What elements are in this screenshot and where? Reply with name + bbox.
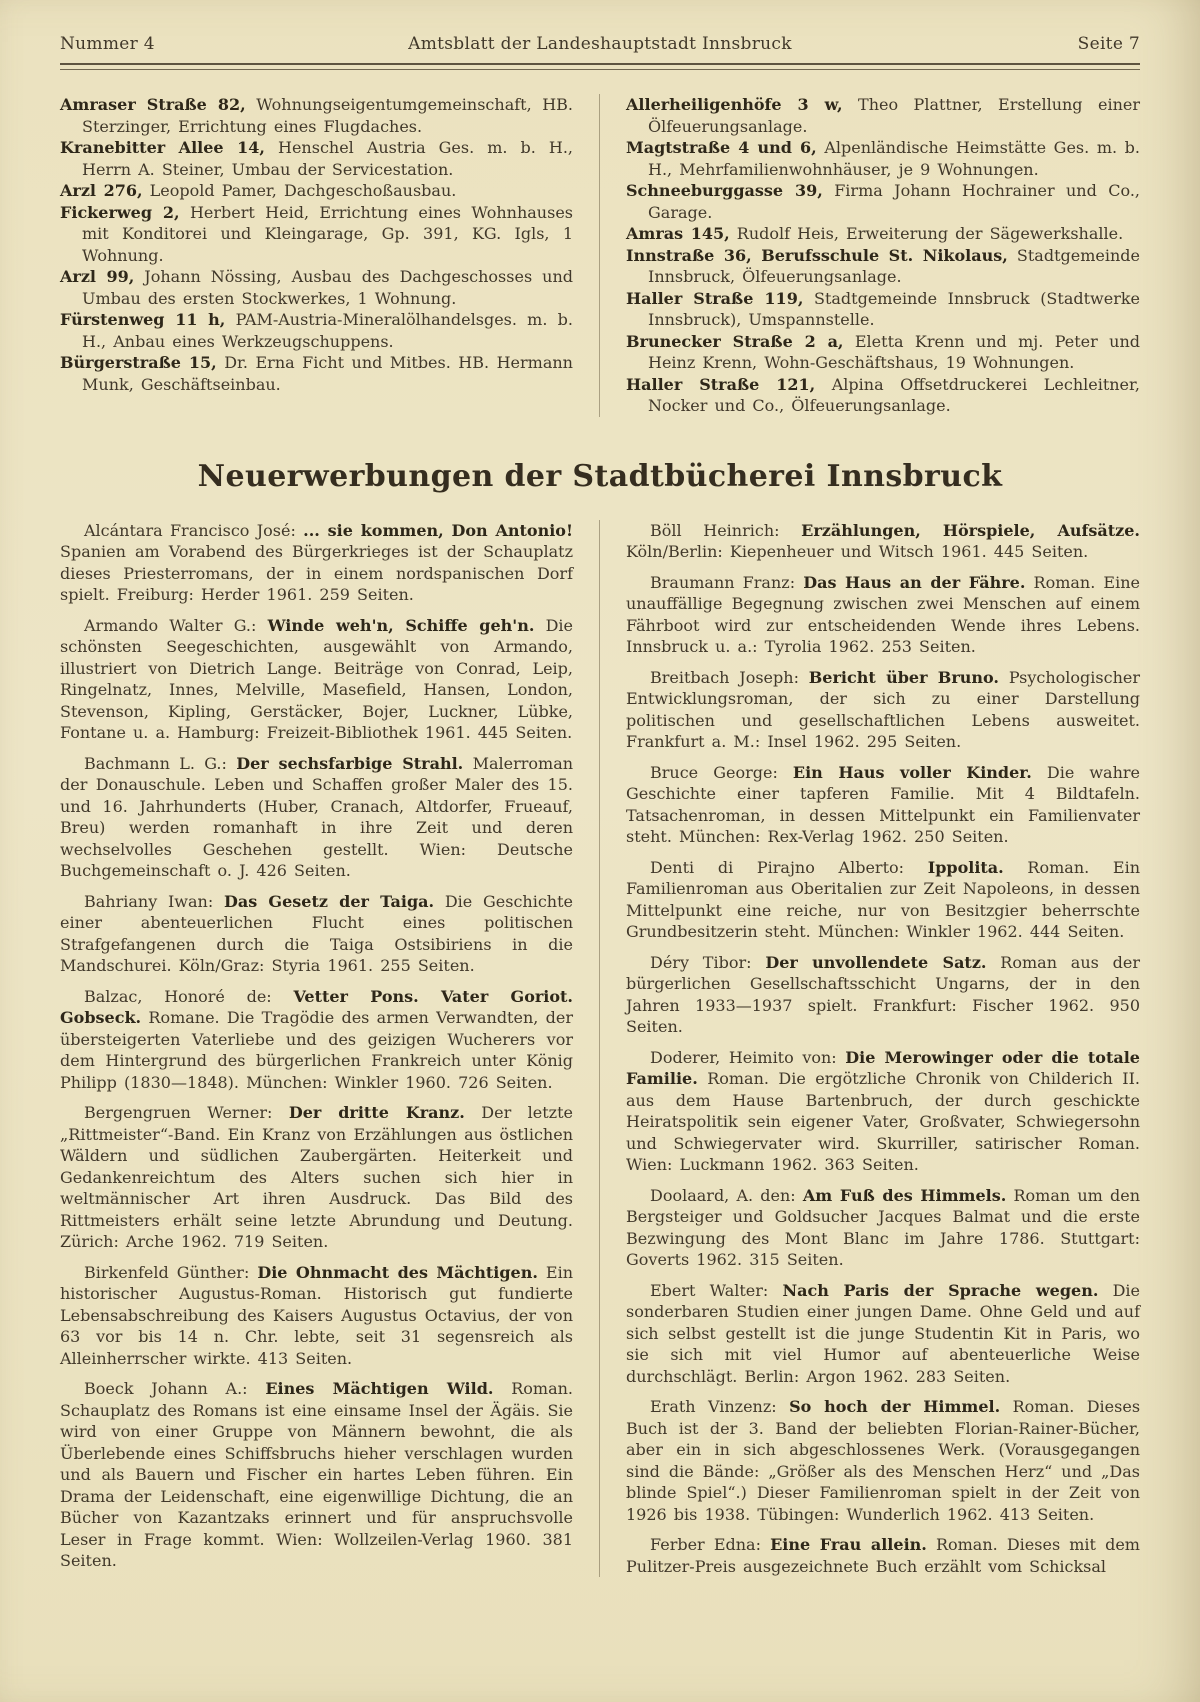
permit-address: Arzl 276, [60, 181, 143, 200]
book-author: Breitbach Joseph: [650, 667, 799, 687]
book-entry [626, 1280, 1140, 1388]
book-author: Ferber Edna: [650, 1535, 761, 1554]
permit-details: PAM-Austria-Mineralölhandelsges. m. b. H., Anbau eines Werkzeugschuppens. [82, 310, 573, 351]
permit-details: Stadtgemeinde Innsbruck, Ölfeuerungsanlage. [648, 245, 1140, 286]
permit-address: Haller Straße 121, [626, 374, 816, 394]
book-title: Das Gesetz der Taiga. [223, 891, 435, 911]
book-description: Roman. Dieses mit dem Pulitzer-Preis ausgezeichnete Buch erzählt vom Schicksal [626, 1535, 1140, 1576]
permit-address: Allerheiligenhöfe 3 w, [626, 95, 843, 114]
permit-address: Fürstenweg 11 h, [60, 310, 226, 329]
book-title: Der dritte Kranz. [288, 1103, 465, 1122]
permit-address: Arzl 99, [60, 267, 135, 286]
permit-details: Eletta Krenn und mj. Peter und Heinz Krenn, Wohn-Geschäftshaus, 19 Wohnungen. [648, 331, 1140, 372]
book-entry [626, 572, 1140, 658]
permit-details: Leopold Pamer, Dachgeschoßausbau. [149, 181, 457, 200]
permit-details: Henschel Austria Ges. m. b. H., Herrn A. Steiner, Umbau der Servicestation. [82, 138, 573, 179]
permit-details: Dr. Erna Ficht und Mitbes. HB. Hermann Munk, Geschäftseinbau. [82, 353, 573, 394]
permit-details: Alpina Offsetdruckerei Lechleitner, Nocker und Co., Ölfeuerungsanlage. [648, 374, 1140, 415]
book-entry [60, 1102, 573, 1253]
book-description: Malerroman der Donauschule. Leben und Schaffen großer Maler des 15. und 16. Jahrhunderts (Huber, Cranach, Altdorfer, Frueauf, Breu) werden romanhaft in ihre Zeit und deren wechselvolles Geschehen gestellt. Wien: Deutsche Buchgemeinschaft o. J. 426 Seiten. [60, 753, 574, 880]
book-entry [60, 891, 573, 977]
building-permits-section [60, 94, 1140, 417]
book-description: Roman aus der bürgerlichen Gesellschaftsschicht Ungarns, der in den Jahren 1933—1937 spielt. Frankfurt: Fischer 1962. 950 Seiten. [626, 952, 1141, 1036]
permits-column-left [60, 94, 600, 417]
permit-entry [626, 245, 1140, 288]
book-author: Böll Heinrich: [650, 520, 780, 540]
permit-details: Firma Johann Hochrainer und Co., Garage. [648, 181, 1140, 222]
book-entry [626, 667, 1140, 753]
book-description: Köln/Berlin: Kiepenheuer und Witsch 1961. 445 Seiten. [626, 542, 1089, 561]
book-author: Bahriany Iwan: [84, 891, 214, 911]
permit-address: Innstraße 36, Berufsschule St. Nikolaus, [626, 245, 1008, 265]
permit-entry [626, 94, 1140, 137]
books-column-right [600, 520, 1140, 1578]
book-description: Roman. Die ergötzliche Chronik von Childerich II. aus dem Hause Bartenbruch, der durch geschickte Heiratspolitik sein eigener Vater, Großvater, Schwiegersohn und Schwiegervater wird. Skurriller, satirischer Roman. Wien: Luckmann 1962. 363 Seiten. [626, 1069, 1140, 1174]
book-title: Die Ohnmacht des Mächtigen. [257, 1262, 538, 1282]
book-title: So hoch der Himmel. [789, 1397, 1001, 1416]
book-entry [60, 520, 573, 606]
permit-entry [626, 180, 1140, 223]
books-column-left [60, 520, 600, 1578]
book-description: Roman um den Bergsteiger und Goldsucher Jacques Balmat und die erste Bezwingung des Mont Blanc im Jahre 1786. Stuttgart: Goverts 1962. 315 Seiten. [626, 1185, 1141, 1269]
book-author: Armando Walter G.: [84, 615, 257, 635]
book-author: Doderer, Heimito von: [650, 1047, 837, 1067]
permit-entry [60, 180, 573, 202]
book-description: Ein historischer Augustus-Roman. Historisch gut fundierte Lebensabschreibung des Kaisers Augustus Octavius, der von 63 vor bis 14 n. Chr. lebte, seit 31 segensreich als Alleinherrscher wirkte. 413 Seiten. [60, 1262, 573, 1368]
header-rule [60, 63, 1140, 70]
permit-details: Alpenländische Heimstätte Ges. m. b. H., Mehrfamilienwohnhäuser, je 9 Wohnungen. [648, 138, 1140, 179]
book-title: Erzählungen, Hörspiele, Aufsätze. [801, 520, 1140, 540]
book-title: Die Merowinger oder die totale Familie. [626, 1047, 1140, 1088]
permit-details: Johann Nössing, Ausbau des Dachgeschosses und Umbau des ersten Stockwerkes, 1 Wohnung. [82, 267, 573, 308]
issue-number: Nummer 4 [60, 34, 155, 54]
book-author: Boeck Johann A.: [84, 1379, 248, 1398]
permit-entry [60, 202, 573, 267]
permit-entry [626, 223, 1140, 245]
book-description: Romane. Die Tragödie des armen Verwandten, der übersteigerten Vaterliebe und des geizigen Wucherers vor dem Hintergrund des bürgerlichen Frankreich unter König Philipp (1830—1848). München: Winkler 1960. 726 Seiten. [60, 1008, 573, 1092]
book-entry [626, 857, 1140, 943]
book-entry [626, 1396, 1140, 1525]
book-description: Psychologischer Entwicklungsroman, der sich zu einer Darstellung politischen und gesellschaftlichen Lebens ausweitet. Frankfurt a. M.: Insel 1962. 295 Seiten. [626, 667, 1140, 751]
book-author: Ebert Walter: [650, 1280, 769, 1300]
permit-entry [60, 94, 573, 137]
book-title: Ein Haus voller Kinder. [792, 762, 1032, 782]
book-description: Die schönsten Seegeschichten, ausgewählt von Armando, illustriert von Dietrich Lange. Beiträge von Conrad, Leip, Ringelnatz, Innes, Melville, Masefield, Hansen, London, Stevenson, Kipling, Gerstäcker, Bojer, Luckner, Lübke, Fontane u. a. Hamburg: Freizeit-Bibliothek 1961. 445 Seiten. [60, 615, 573, 742]
library-acquisitions-section [60, 520, 1140, 1578]
permit-entry [60, 266, 573, 309]
book-description: Roman. Ein Familienroman aus Oberitalien zur Zeit Napoleons, in dessen Mittelpunkt eine reiche, nur von Besitzgier beherrschte Grundbesitzerin steht. München: Winkler 1962. 444 Seiten. [626, 857, 1140, 941]
book-entry [626, 762, 1140, 848]
section-title: Neuerwerbungen der Stadtbücherei Innsbruck [197, 458, 1003, 494]
book-title: Nach Paris der Sprache wegen. [782, 1280, 1099, 1300]
permit-entry [60, 352, 573, 395]
permit-entry [60, 309, 573, 352]
permit-details: Rudolf Heis, Erweiterung der Sägewerkshalle. [736, 224, 1124, 243]
permits-column-right [600, 94, 1140, 417]
book-title: Der sechsfarbige Strahl. [236, 753, 464, 773]
permit-address: Magtstraße 4 und 6, [626, 138, 817, 157]
permit-details: Stadtgemeinde Innsbruck (Stadtwerke Innsbruck), Umspannstelle. [648, 288, 1141, 329]
book-author: Denti di Pirajno Alberto: [650, 857, 905, 877]
book-description: Die Geschichte einer abenteuerlichen Flucht eines politischen Strafgefangenen durch die Taiga Ostsibiriens in die Mandschurei. Köln/Graz: Styria 1961. 255 Seiten. [60, 891, 573, 975]
page-number: Seite 7 [1077, 34, 1140, 54]
permit-details: Wohnungseigentumgemeinschaft, HB. Sterzinger, Errichtung eines Flugdaches. [82, 95, 573, 136]
permit-details: Theo Plattner, Erstellung einer Ölfeuerungsanlage. [648, 95, 1140, 136]
permit-address: Amras 145, [626, 224, 730, 243]
book-description: Die wahre Geschichte einer tapferen Familie. Mit 4 Bildtafeln. Tatsachenroman, in dessen Mittelpunkt ein Familienvater steht. München: Rex-Verlag 1962. 250 Seiten. [626, 762, 1141, 846]
book-title: Das Haus an der Fähre. [803, 572, 1026, 592]
book-description: Roman. Schauplatz des Romans ist eine einsame Insel der Ägäis. Sie wird von einer Gruppe von Männern bewohnt, die als Überlebende eines Schiffsbruchs hieher verschlagen wurden und als Bauern und Fischer ein hartes Leben führen. Ein Drama der Leidenschaft, eine eigenwillige Dichtung, die an Bücher von Kazantzaks erinnert und für anspruchsvolle Leser in Frage kommt. Wien: Wollzeilen-Verlag 1960. 381 Seiten. [60, 1379, 573, 1570]
book-description: Roman. Dieses Buch ist der 3. Band der beliebten Florian-Rainer-Bücher, aber ein in sich abgeschlossenes Werk. (Vorausgegangen sind die Bände: „Größer als des Menschen Herz“ und „Das blinde Spiel“.) Dieser Familienroman spielt in der Zeit von 1926 bis 1938. Tübingen: Wunderlich 1962. 413 Seiten. [626, 1397, 1141, 1524]
permit-entry [626, 137, 1140, 180]
permit-entry [626, 331, 1140, 374]
book-author: Bergengruen Werner: [84, 1103, 273, 1122]
book-author: Bachmann L. G.: [84, 753, 227, 773]
book-title: Der unvollendete Satz. [765, 952, 987, 972]
book-title: Eine Frau allein. [770, 1535, 927, 1554]
book-description: Spanien am Vorabend des Bürgerkrieges ist der Schauplatz dieses Priesterromans, der in einem nordspanischen Dorf spielt. Freiburg: Herder 1961. 259 Seiten. [60, 542, 573, 604]
permit-address: Haller Straße 119, [626, 288, 804, 308]
book-title: ... sie kommen, Don Antonio! [303, 520, 573, 540]
book-entry [60, 615, 573, 744]
book-title: Winde weh'n, Schiffe geh'n. [267, 615, 535, 635]
book-title: Am Fuß des Himmels. [802, 1185, 1007, 1205]
book-author: Déry Tibor: [650, 952, 752, 972]
book-entry [626, 1534, 1140, 1577]
book-entry [60, 1262, 573, 1370]
masthead [60, 34, 1140, 54]
permit-entry [60, 137, 573, 180]
book-entry [626, 520, 1140, 563]
permit-address: Schneeburggasse 39, [626, 181, 823, 200]
book-entry [60, 1378, 573, 1572]
book-title: Eines Mächtigen Wild. [265, 1379, 494, 1398]
permit-address: Bürgerstraße 15, [60, 353, 217, 372]
book-title: Vetter Pons. Vater Goriot. Gobseck. [60, 986, 573, 1027]
book-entry [626, 952, 1140, 1038]
book-author: Doolaard, A. den: [650, 1185, 796, 1205]
permit-address: Amraser Straße 82, [60, 95, 246, 114]
permit-address: Kranebitter Allee 14, [60, 138, 265, 157]
permit-details: Herbert Heid, Errichtung eines Wohnhauses mit Konditorei und Kleingarage, Gp. 391, KG. Igls, 1 Wohnung. [82, 202, 573, 265]
book-author: Braumann Franz: [650, 572, 796, 592]
book-title: Bericht über Bruno. [808, 667, 999, 687]
book-description: Die sonderbaren Studien einer jungen Dame. Ohne Geld und auf sich selbst gestellt ist die junge Studentin Kit in Paris, wo sie sich mit viel Humor auf abenteuerliche Weise durchschlägt. Berlin: Argon 1962. 283 Seiten. [626, 1280, 1141, 1386]
book-entry [60, 986, 573, 1094]
permit-entry [626, 288, 1140, 331]
book-description: Roman. Eine unauffällige Begegnung zwischen zwei Menschen auf einem Fährboot wird zur entscheidenden Wende ihres Lebens. Innsbruck u. a.: Tyrolia 1962. 253 Seiten. [626, 572, 1140, 656]
book-entry [60, 753, 573, 882]
permit-address: Brunecker Straße 2 a, [626, 331, 844, 351]
permit-entry [626, 374, 1140, 417]
book-entry [626, 1185, 1140, 1271]
gazette-title: Amtsblatt der Landeshauptstadt Innsbruck [408, 34, 792, 54]
book-author: Erath Vinzenz: [650, 1397, 777, 1416]
book-author: Birkenfeld Günther: [84, 1262, 250, 1282]
book-description: Der letzte „Rittmeister“-Band. Ein Kranz von Erzählungen aus östlichen Wäldern und südlichen Zaubergärten. Heiterkeit und Gedankenreichtum des Alters suchen sich hier in weltmännischer Art ihren Ausdruck. Das Bild des Rittmeisters erhält seine letzte Abrundung und Deutung. Zürich: Arche 1962. 719 Seiten. [60, 1103, 574, 1251]
permit-address: Fickerweg 2, [60, 202, 180, 222]
book-entry [626, 1047, 1140, 1176]
book-author: Bruce George: [650, 762, 778, 782]
book-author: Balzac, Honoré de: [84, 986, 272, 1006]
book-title: Ippolita. [927, 857, 1004, 877]
book-author: Alcántara Francisco José: [84, 520, 296, 540]
